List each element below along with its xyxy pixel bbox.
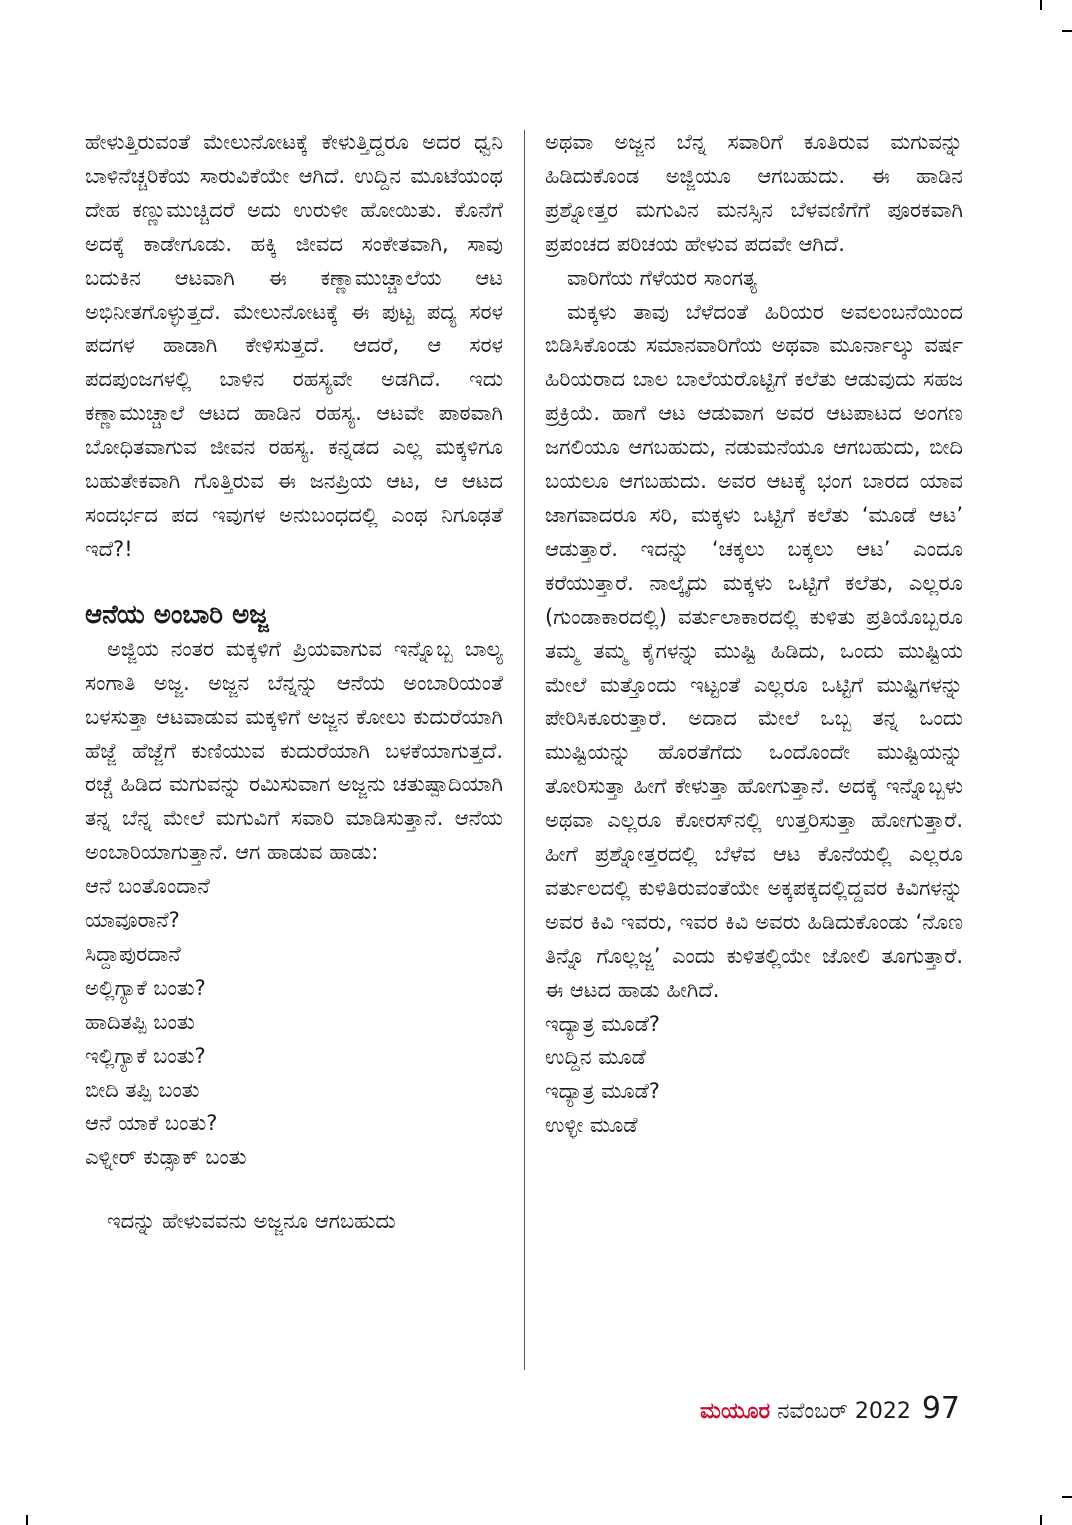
body-paragraph: ಮಕ್ಕಳು ತಾವು ಬೆಳೆದಂತೆ ಹಿರಿಯರ ಅವಲಂಬನೆಯಿಂದ ಬಿಡಿಸಿಕೊಂಡು ಸಮಾನವಾರಿಗೆಯ ಅಥವಾ ಮೂರ್ನಾಲ್ಕು ವರ್ಷ ಹಿರಿಯರಾದ ಬಾಲ ಬಾಲೆಯರೊಟ್ಟಿಗೆ ಕಲೆತು ಆಡುವುದು ಸಹಜ ಪ್ರಕ್ರಿಯೆ. ಹಾಗೆ ಆಟ ಆಡುವಾಗ ಅವರ ಆಟಪಾಟದ ಅಂಗಣ ಜಗಲಿಯೂ ಆಗಬಹುದು, ನಡುಮನೆಯೂ ಆಗಬಹುದು, ಬೀದಿ ಬಯಲೂ ಆಗಬಹುದು. ಅವರ ಆಟಕ್ಕೆ ಭಂಗ ಬಾರದ ಯಾವ ಜಾಗವಾದರೂ ಸರಿ, ಮಕ್ಕಳು ಒಟ್ಟಿಗೆ ಕಲೆತು ‘ಮೂಡೆ ಆಟ’ ಆಡುತ್ತಾರೆ. ಇದನ್ನು ‘ಚಕ್ಕಲು ಬಕ್ಕಲು ಆಟ’ ಎಂದೂ ಕರೆಯುತ್ತಾರೆ. ನಾಲ್ಕೈದು ಮಕ್ಕಳು ಒಟ್ಟಿಗೆ ಕಲೆತು, ಎಲ್ಲರೂ (ಗುಂಡಾಕಾರದಲ್ಲಿ) ವರ್ತುಲಾಕಾರದಲ್ಲಿ ಕುಳಿತು ಪ್ರತಿಯೊಬ್ಬರೂ ತಮ್ಮ ತಮ್ಮ ಕೈಗಳನ್ನು ಮುಷ್ಟಿ ಹಿಡಿದು, ಒಂದು ಮುಷ್ಟಿಯ ಮೇಲೆ ಮತ್ತೊಂದು ಇಟ್ಟಂತೆ ಎಲ್ಲರೂ ಒಟ್ಟಿಗೆ ಮುಷ್ಟಿಗಳನ್ನು ಪೇರಿಸಿಕೂರುತ್ತಾರೆ. ಅದಾದ ಮೇಲೆ ಒಬ್ಬ ತನ್ನ ಒಂದು ಮುಷ್ಟಿಯನ್ನು ಹೊರತೆಗೆದು ಒಂದೊಂದೇ ಮುಷ್ಟಿಯನ್ನು ತೋರಿಸುತ್ತಾ ಹೀಗೆ ಕೇಳುತ್ತಾ ಹೋಗುತ್ತಾನೆ. ಅದಕ್ಕೆ ಇನ್ನೊಬ್ಬಳು ಅಥವಾ ಎಲ್ಲರೂ ಕೋರಸ್‌ನಲ್ಲಿ ಉತ್ತರಿಸುತ್ತಾ ಹೋಗುತ್ತಾರೆ. ಹೀಗೆ ಪ್ರಶ್ನೋತ್ತರದಲ್ಲಿ ಬೆಳೆವ ಆಟ ಕೊನೆಯಲ್ಲಿ ಎಲ್ಲರೂ ವರ್ತುಲದಲ್ಲಿ ಕುಳಿತಿರುವಂತೆಯೇ ಅಕ್ಕಪಕ್ಕದಲ್ಲಿದ್ದವರ ಕಿವಿಗಳನ್ನು ಅವರ ಕಿವಿ ಇವರು, ಇವರ ಕಿವಿ ಅವರು ಹಿಡಿದುಕೊಂಡು ‘ನೊಣ ತಿನ್ನೊ ಗೊಲ್ಲಜ್ಜ’ ಎಂದು ಕುಳಿತಲ್ಲಿಯೇ ಜೋಲಿ ತೂಗುತ್ತಾರೆ. ಈ ಆಟದ ಹಾಡು ಹೀಗಿದೆ. <box>545 299 963 1002</box>
page-number: 97 <box>921 1391 960 1426</box>
left-column <box>85 126 503 1239</box>
verse-line: ಯಾವೂರಾನೆ? <box>85 908 180 933</box>
verse-line: ಉದ್ದಿನ ಮೂಡೆ <box>545 1045 646 1070</box>
crop-mark <box>1040 0 1042 10</box>
crop-mark <box>26 1515 28 1525</box>
column-divider <box>524 130 525 1370</box>
verse-line: ಇಲ್ಲಿಗ್ಯಾಕೆ ಬಂತು? <box>85 1043 206 1068</box>
crop-mark <box>1062 1496 1072 1498</box>
verse-line: ಹಾದಿತಪ್ಪಿ ಬಂತು <box>85 1009 195 1034</box>
verse-line: ಅಲ್ಲಿಗ್ಯಾಕೆ ಬಂತು? <box>85 975 206 1000</box>
verse-line: ಇದ್ಯಾತ್ರ ಮೂಡೆ? <box>545 1079 660 1104</box>
body-paragraph: ಅಥವಾ ಅಜ್ಜನ ಬೆನ್ನ ಸವಾರಿಗೆ ಕೂತಿರುವ ಮಗುವನ್ನು ಹಿಡಿದುಕೊಂಡ ಅಜ್ಜಿಯೂ ಆಗಬಹುದು. ಈ ಹಾಡಿನ ಪ್ರಶ್ನೋತ್ತರ ಮಗುವಿನ ಮನಸ್ಸಿನ ಬೆಳವಣಿಗೆಗೆ ಪೂರಕವಾಗಿ ಪ್ರಪಂಚದ ಪರಿಚಯ ಹೇಳುವ ಪದವೇ ಆಗಿದೆ. <box>545 130 963 256</box>
song-verse <box>545 1008 963 1144</box>
verse-line: ಎಳ್ನೀರ್ ಕುಡ್ಸಾಕ್ ಬಂತು <box>85 1145 247 1170</box>
page-footer <box>700 1392 960 1429</box>
magazine-brand: ಮಯೂರ <box>700 1399 771 1424</box>
crop-mark <box>1040 1515 1042 1525</box>
verse-line: ಉಳ್ಳೀ ಮೂಡೆ <box>545 1113 638 1138</box>
verse-line: ಬೀದಿ ತಪ್ಪಿ ಬಂತು <box>85 1077 200 1102</box>
crop-mark <box>1062 30 1072 32</box>
right-column <box>545 126 963 1143</box>
verse-line: ಸಿದ್ದಾಪುರದಾನೆ <box>85 941 181 966</box>
verse-line: ಆನೆ ಯಾಕೆ ಬಂತು? <box>85 1111 218 1136</box>
issue-date: ನವೆಂಬರ್ 2022 <box>777 1399 911 1424</box>
song-verse <box>85 870 503 1175</box>
body-paragraph: ಇದನ್ನು ಹೇಳುವವನು ಅಜ್ಜನೂ ಆಗಬಹುದು <box>107 1209 396 1234</box>
section-heading: ಆನೆಯ ಅಂಬಾರಿ ಅಜ್ಜ <box>85 599 269 630</box>
body-paragraph: ಅಜ್ಜಿಯ ನಂತರ ಮಕ್ಕಳಿಗೆ ಪ್ರಿಯವಾಗುವ ಇನ್ನೊಬ್ಬ ಬಾಲ್ಯ ಸಂಗಾತಿ ಅಜ್ಜ. ಅಜ್ಜನ ಬೆನ್ನನ್ನು ಆನೆಯ ಅಂಬಾರಿಯಂತೆ ಬಳಸುತ್ತಾ ಆಟವಾಡುವ ಮಕ್ಕಳಿಗೆ ಅಜ್ಜನ ಕೋಲು ಕುದುರೆಯಾಗಿ ಹೆಜ್ಜೆ ಹೆಜ್ಜೆಗೆ ಕುಣಿಯುವ ಕುದುರೆಯಾಗಿ ಬಳಕೆಯಾಗುತ್ತದೆ. ರಚ್ಚೆ ಹಿಡಿದ ಮಗುವನ್ನು ರಮಿಸುವಾಗ ಅಜ್ಜನು ಚತುಷ್ಪಾದಿಯಾಗಿ ತನ್ನ ಬೆನ್ನ ಮೇಲೆ ಮಗುವಿಗೆ ಸವಾರಿ ಮಾಡಿಸುತ್ತಾನೆ. ಆನೆಯ ಅಂಬಾರಿಯಾಗುತ್ತಾನೆ. ಆಗ ಹಾಡುವ ಹಾಡು: <box>85 636 503 865</box>
sub-heading: ವಾರಿಗೆಯ ಗೆಳೆಯರ ಸಾಂಗತ್ಯ <box>567 265 757 290</box>
verse-line: ಆನೆ ಬಂತೊಂದಾನೆ <box>85 874 210 899</box>
body-paragraph: ಹೇಳುತ್ತಿರುವಂತೆ ಮೇಲುನೋಟಕ್ಕೆ ಕೇಳುತ್ತಿದ್ದರೂ ಅದರ ಧ್ವನಿ ಬಾಳಿನೆಚ್ಚರಿಕೆಯ ಸಾರುವಿಕೆಯೇ ಆಗಿದೆ. ಉದ್ದಿನ ಮೂಟೆಯಂಥ ದೇಹ ಕಣ್ಣುಮುಚ್ಚಿದರೆ ಅದು ಉರುಳೀ ಹೋಯಿತು. ಕೊನೆಗೆ ಅದಕ್ಕೆ ಕಾಡೇಗೂಡು. ಹಕ್ಕಿ ಜೀವದ ಸಂಕೇತವಾಗಿ, ಸಾವು ಬದುಕಿನ ಆಟವಾಗಿ ಈ ಕಣ್ಣಾಮುಚ್ಚಾಲೆಯ ಆಟ ಅಭಿನೀತಗೊಳ್ಳುತ್ತದೆ. ಮೇಲುನೋಟಕ್ಕೆ ಈ ಪುಟ್ಟ ಪದ್ಯ ಸರಳ ಪದಗಳ ಹಾಡಾಗಿ ಕೇಳಿಸುತ್ತದೆ. ಆದರೆ, ಆ ಸರಳ ಪದಪುಂಜಗಳಲ್ಲಿ ಬಾಳಿನ ರಹಸ್ಯವೇ ಅಡಗಿದೆ. ಇದು ಕಣ್ಣಾಮುಚ್ಚಾಲೆ ಆಟದ ಹಾಡಿನ ರಹಸ್ಯ. ಆಟವೇ ಪಾಠವಾಗಿ ಬೋಧಿತವಾಗುವ ಜೀವನ ರಹಸ್ಯ. ಕನ್ನಡದ ಎಲ್ಲ ಮಕ್ಕಳಿಗೂ ಬಹುತೇಕವಾಗಿ ಗೊತ್ತಿರುವ ಈ ಜನಪ್ರಿಯ ಆಟ, ಆ ಆಟದ ಸಂದರ್ಭದ ಪದ ಇವುಗಳ ಅನುಬಂಧದಲ್ಲಿ ಎಂಥ ನಿಗೂಢತೆ ಇದೆ?! <box>85 130 503 561</box>
verse-line: ಇದ್ಯಾತ್ರ ಮೂಡೆ? <box>545 1011 660 1036</box>
